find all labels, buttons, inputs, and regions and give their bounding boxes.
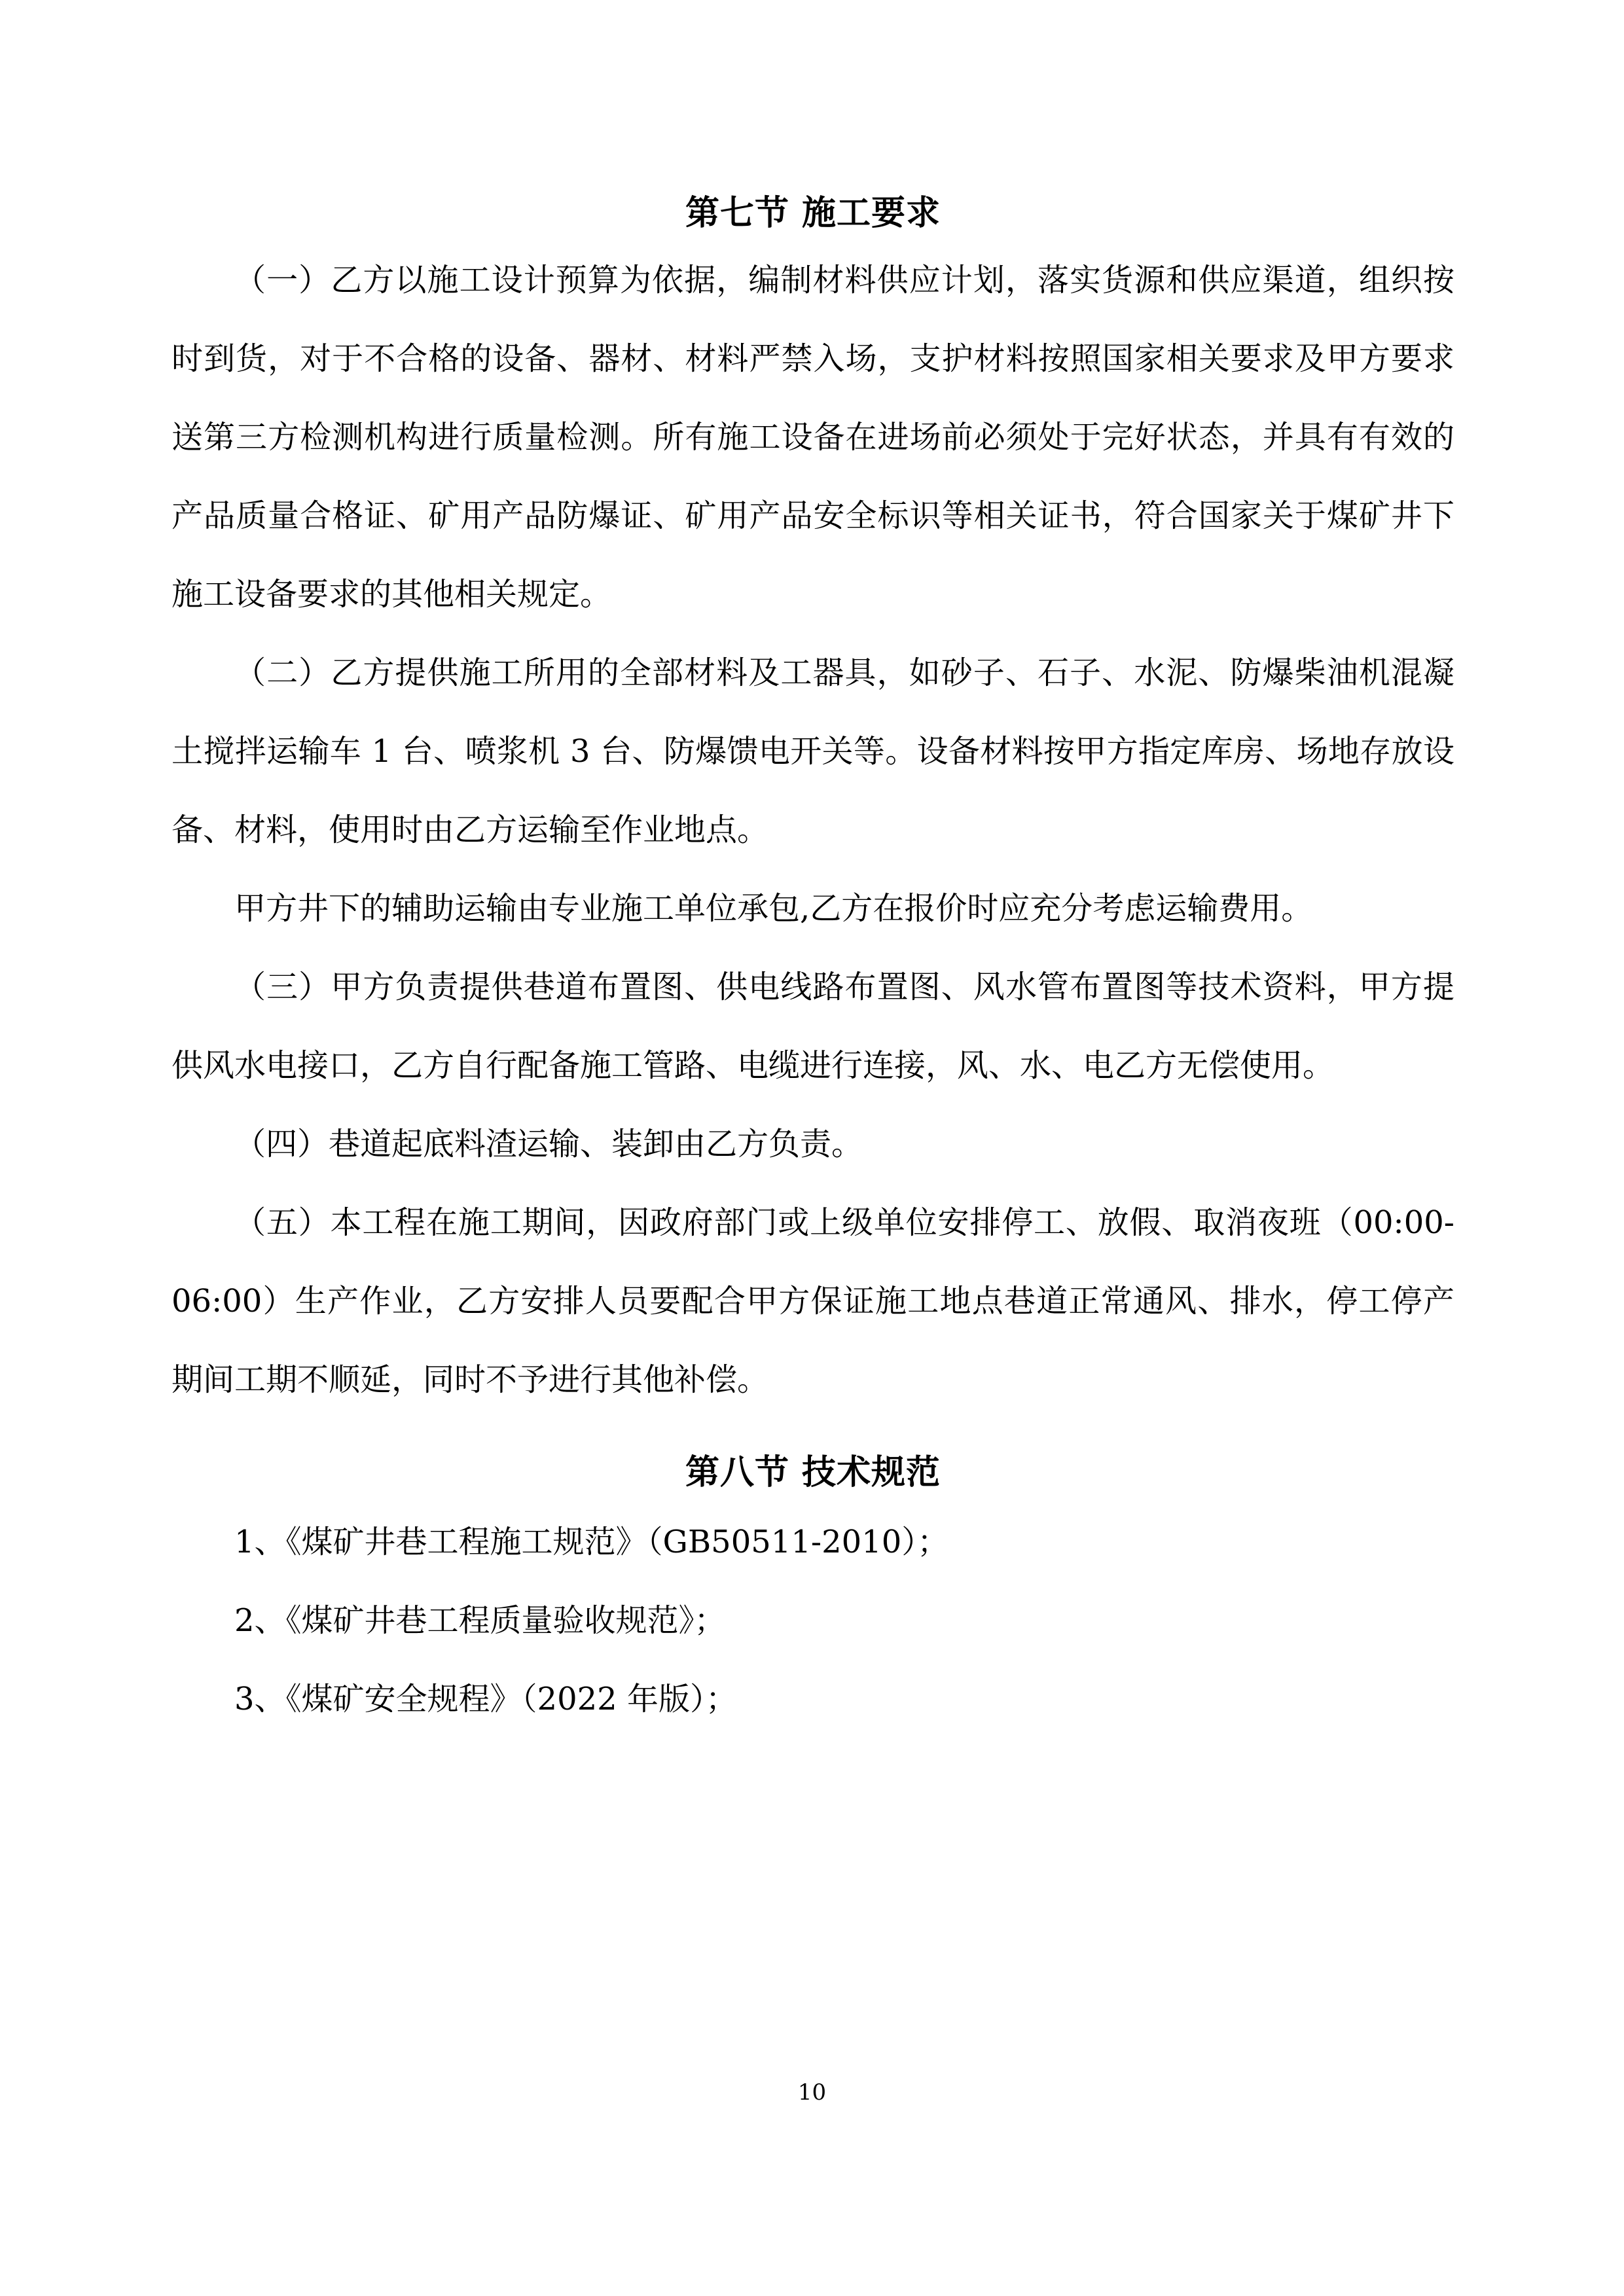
section-heading-seven: 第七节 施工要求 [685,194,941,233]
paragraph-san: （三）甲方负责提供巷道布置图、供电线路布置图、风水管布置图等技术资料，甲方提供风水电接口，乙方自行配备施工管路、电缆进行连接，风、水、电乙方无偿使用。 [171,969,1454,1084]
paragraph-auxiliary-transport: 甲方井下的辅助运输由专业施工单位承包,乙方在报价时应充分考虑运输费用。 [234,890,1313,927]
page-content [171,196,1454,1738]
paragraph-si: （四）巷道起底料渣运输、装卸由乙方负责。 [234,1126,863,1162]
paragraph-yi: （一）乙方以施工设计预算为依据，编制材料供应计划，落实货源和供应渠道，组织按时到货，对于不合格的设备、器材、材料严禁入场，支护材料按照国家相关要求及甲方要求送第三方检测机构进行质量检测。所有施工设备在进场前必须处于完好状态，并具有有效的产品质量合格证、矿用产品防爆证、矿用产品安全标识等相关证书，符合国家关于煤矿井下施工设备要求的其他相关规定。 [171,262,1454,613]
page-number: 10 [797,2079,827,2106]
paragraph-wu: （五）本工程在施工期间，因政府部门或上级单位安排停工、放假、取消夜班（00:00-06:00）生产作业，乙方安排人员要配合甲方保证施工地点巷道正常通风、排水，停工停产期间工期不顺延，同时不予进行其他补偿。 [171,1204,1454,1398]
list-item: 2、《煤矿井巷工程质量验收规范》； [234,1602,726,1639]
section-heading-eight: 第八节 技术规范 [685,1453,941,1492]
list-item: 1、《煤矿井巷工程施工规范》（GB50511-2010）； [234,1524,949,1560]
paragraph-er: （二）乙方提供施工所用的全部材料及工器具，如砂子、石子、水泥、防爆柴油机混凝土搅拌运输车 1 台、喷浆机 3 台、防爆馈电开关等。设备材料按甲方指定库房、场地存放设备、材料，使用时由乙方运输至作业地点。 [171,655,1454,848]
list-item: 3、《煤矿安全规程》（2022 年版）； [234,1681,737,1717]
